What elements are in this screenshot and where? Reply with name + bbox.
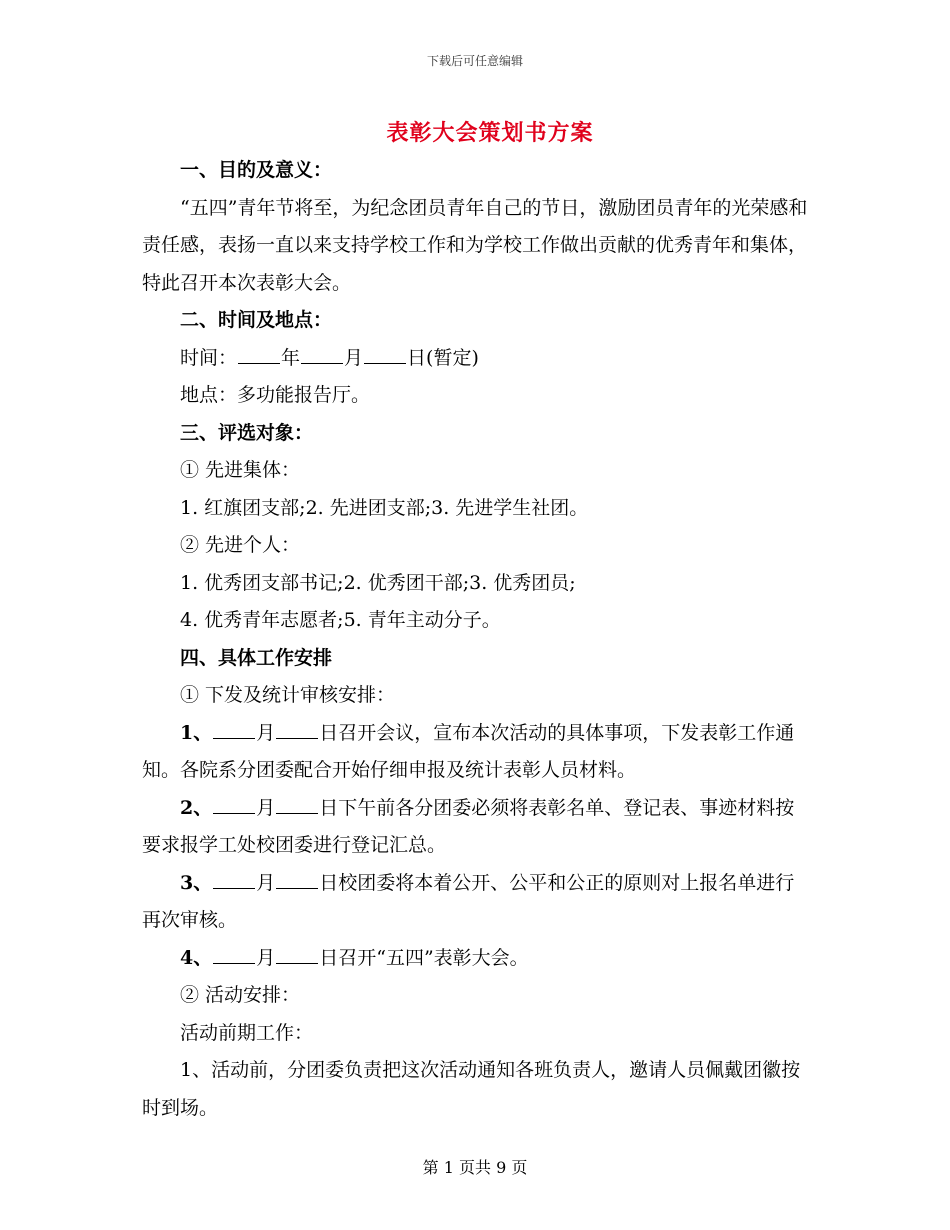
section-heading-purpose: 一、目的及意义：: [180, 159, 333, 181]
activity-label: ② 活动安排：: [180, 984, 301, 1006]
item-3-number: 3、: [180, 871, 213, 894]
item-4-text: 日召开“五四”表彰大会。: [319, 946, 529, 969]
header-note: 下载后可任意编辑: [426, 54, 523, 68]
item-4-month: 月: [256, 946, 276, 969]
item-1-number: 1、: [180, 721, 213, 744]
section-heading-work: 四、具体工作安排: [180, 646, 333, 669]
blank-item1-day: [276, 737, 318, 739]
item-2-number: 2、: [180, 796, 213, 819]
item-1-month: 月: [256, 721, 276, 744]
item-1-text: 日召开会议，宣布本次活动的具体事项，下发表彰工作通知。各院系分团委配合开始仔细申报及统计表彰人员材料。: [142, 721, 795, 781]
place-line: 地点：多功能报告厅。: [180, 384, 371, 406]
work-item-4: [142, 940, 810, 978]
item-3-text: 日校团委将本着公开、公平和公正的原则对上报名单进行再次审核。: [142, 871, 795, 931]
review-label: ① 下发及统计审核安排：: [180, 684, 396, 706]
section-heading-time-place: 二、时间及地点：: [180, 309, 333, 331]
work-item-3: [142, 865, 810, 940]
blank-item1-month: [213, 737, 255, 739]
pre-work-label: 活动前期工作：: [180, 1021, 314, 1044]
work-item-1: [142, 715, 810, 790]
blank-item3-month: [213, 887, 255, 889]
document-title: 表彰大会策划书方案: [386, 120, 594, 146]
section-heading-selection: 三、评选对象：: [180, 421, 314, 444]
blank-day: [364, 362, 406, 364]
time-year: 年: [281, 346, 301, 369]
item-4-number: 4、: [180, 946, 213, 969]
group-list: 1. 红旗团支部;2. 先进团支部;3. 先进学生社团。: [180, 496, 589, 519]
pre-work-item-1: 1、活动前，分团委负责把这次活动通知各班负责人，邀请人员佩戴团徽按时到场。: [142, 1059, 801, 1119]
purpose-paragraph: “五四”青年节将至，为纪念团员青年自己的节日，激励团员青年的光荣感和责任感，表扬一直以来支持学校工作和为学校工作做出贡献的优秀青年和集体，特此召开本次表彰大会。: [142, 196, 808, 294]
person-list-1: 1. 优秀团支部书记;2. 优秀团干部;3. 优秀团员;: [180, 571, 576, 594]
item-2-text: 日下午前各分团委必须将表彰名单、登记表、事迹材料按要求报学工处校团委进行登记汇总。: [142, 796, 795, 856]
blank-year: [238, 362, 280, 364]
person-label: ② 先进个人：: [180, 534, 301, 556]
blank-item2-day: [276, 812, 318, 814]
time-day: 日(暂定): [407, 346, 479, 369]
time-label: 时间：: [180, 346, 238, 369]
group-label: ① 先进集体：: [180, 459, 301, 481]
time-line: [142, 340, 810, 378]
blank-item3-day: [276, 887, 318, 889]
item-2-month: 月: [256, 796, 276, 819]
document-body: [142, 152, 810, 1127]
page-footer: 第 1 页共 9 页: [422, 1158, 528, 1177]
item-3-month: 月: [256, 871, 276, 894]
blank-item4-day: [276, 962, 318, 964]
work-item-2: [142, 790, 810, 865]
person-list-2: 4. 优秀青年志愿者;5. 青年主动分子。: [180, 609, 501, 631]
blank-item2-month: [213, 812, 255, 814]
time-month: 月: [344, 346, 364, 369]
blank-month: [301, 362, 343, 364]
blank-item4-month: [213, 962, 255, 964]
